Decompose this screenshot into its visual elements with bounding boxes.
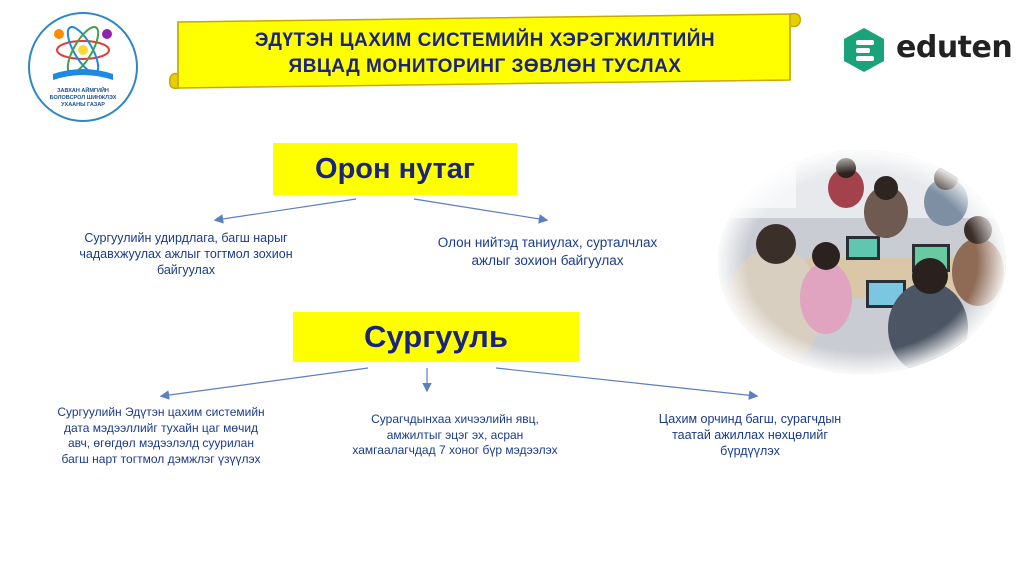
brand-name: eduten	[896, 30, 1013, 65]
logo-caption: ЗАВХАН АЙМГИЙН БОЛОВСРОЛ ШИНЖЛЭХ УХААНЫ ГАЗАР	[49, 88, 117, 108]
school-item-1: Сургуулийн Эдүтэн цахим системийн дата мэдээллийг тухайн цаг мөчид авч, өгөгдөл мэдээлэлд суурилан багш нарт тогтмол дэмжлэг үзүүлэх	[57, 405, 265, 466]
arrow-school-to-item-1	[162, 368, 368, 396]
classroom-photo	[716, 148, 1008, 376]
arrow-local-to-item-2	[414, 199, 546, 220]
heading-local: Орон нутаг	[273, 143, 517, 195]
school-item-2: Сурагчдынхаа хичээлийн явц, амжилтыг эцэг эх, асран хамгаалагчдад 7 хоног бүр мэдээлэх	[352, 412, 558, 457]
school-item-3: Цахим орчинд багш, сурагчдын таатай ажиллах нөхцөлийг бүрдүүлэх	[658, 412, 842, 458]
page-title-line-1: ЭДҮТЭН ЦАХИМ СИСТЕМИЙН ХЭРЭГЖИЛТИЙН	[254, 30, 716, 51]
arrow-local-to-item-1	[216, 199, 356, 220]
heading-school: Сургууль	[293, 312, 579, 362]
classroom-photo-image	[716, 148, 1008, 376]
local-item-2: Олон нийтэд таниулах, сурталчлах ажлыг зохион байгуулах	[437, 235, 658, 268]
page-title-line-2: ЯВЦАД МОНИТОРИНГ ЗӨВЛӨН ТУСЛАХ	[288, 56, 682, 77]
local-item-1: Сургуулийн удирдлага, багш нарыг чадавхжуулах ажлыг тогтмол зохион байгуулах	[79, 231, 293, 277]
